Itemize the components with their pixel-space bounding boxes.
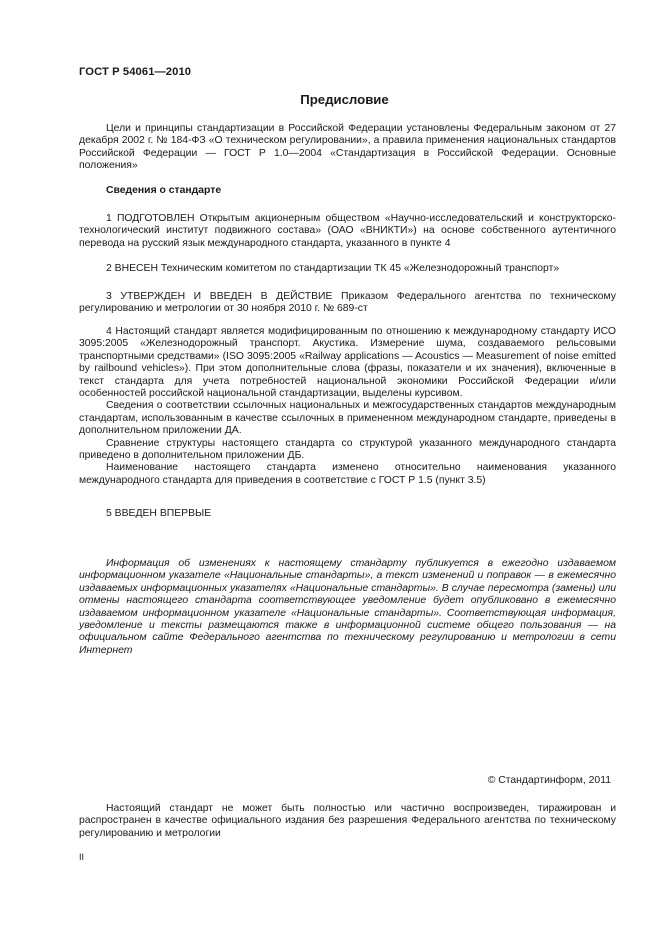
page-number: II [79,852,85,862]
item-4-paragraph-b: Сведения о соответствии ссылочных национальных и межгосударственных стандартов международным стандартам, использованным в качестве ссылочных в примененном международном стандарте, приведены в дополнительном приложении ДА. [79,400,616,437]
item-1 [79,213,616,250]
intro-section [79,123,616,173]
copyright: © Стандартинформ, 2011 [487,775,611,786]
item-2 [79,263,616,275]
intro-paragraph: Цели и принципы стандартизации в Российской Федерации установлены Федеральным законом от 27 декабря 2002 г. № 184-ФЗ «О техническом регулировании», а правила применения национальных стандартов Российской Федерации — ГОСТ Р 1.0—2004 «Стандартизация в Российской Федерации. Основные положения» [79,123,616,172]
document-header: ГОСТ Р 54061—2010 [79,66,192,78]
about-heading-wrapper [79,185,616,197]
item-2-text: 2 ВНЕСЕН Техническим комитетом по стандартизации ТК 45 «Железнодорожный транспорт» [106,263,560,274]
item-4-paragraph-d: Наименование настоящего стандарта изменено относительно наименования указанного международного стандарта для приведения в соответствие с ГОСТ Р 1.5 (пункт 3.5) [79,462,616,486]
reproduction-paragraph: Настоящий стандарт не может быть полностью или частично воспроизведен, тиражирован и распространен в качестве официального издания без разрешения Федерального агентства по техническому регулированию и метрологии [79,803,616,839]
item-1-text: 1 ПОДГОТОВЛЕН Открытым акционерным обществом «Научно-исследовательский и конструкторско-технологический институт подвижного состава» (ОАО «ВНИКТИ») на основе собственного аутентичного перевода на русский язык международного стандарта, указанного в пункте 4 [79,213,616,249]
item-5-text: 5 ВВЕДЕН ВПЕРВЫЕ [106,508,212,519]
item-5 [79,508,616,520]
item-3-text: 3 УТВЕРЖДЕН И ВВЕДЕН В ДЕЙСТВИЕ Приказом Федерального агентства по техническому регулированию и метрологии от 30 ноября 2010 г. № 689-ст [79,291,616,315]
item-3 [79,291,616,316]
item-4 [79,326,616,487]
notice-section [79,558,616,657]
page-title: Предисловие [300,92,389,107]
item-4-paragraph-c: Сравнение структуры настоящего стандарта со структурой указанного международного стандарта приведено в дополнительном приложении ДБ. [79,437,616,462]
about-heading: Сведения о стандарте [106,185,222,196]
item-4-paragraph-a: 4 Настоящий стандарт является модифицированным по отношению к международному стандарту ИСО 3095:2005 «Железнодорожный транспорт. Акустика. Измерение шума, создаваемого рельсовыми транспортными средствами» (ISO 3095:2005 «Railway applications — Acoustics — Measurement of noise emitted by railbound vehicles»). При этом дополнительные слова (фразы, показатели и их значения), включенные в текст стандарта для учета потребностей национальной экономики Российской Федерации и/или особенностей российской национальной стандартизации, выделены курсивом. [79,326,616,400]
reproduction-section [79,803,616,840]
notice-paragraph: Информация об изменениях к настоящему стандарту публикуется в ежегодно издаваемом информационном указателе «Национальные стандарты», а текст изменений и поправок — в ежемесячно издаваемых информационных указателях «Национальные стандарты». В случае пересмотра (замены) или отмены настоящего стандарта соответствующее уведомление будет опубликовано в ежемесячно издаваемом информационном указателе «Национальные стандарты». Соответствующая информация, уведомление и тексты размещаются также в информационной системе общего пользования — на официальном сайте Федерального агентства по техническому регулированию и метрологии в сети Интернет [79,558,616,656]
